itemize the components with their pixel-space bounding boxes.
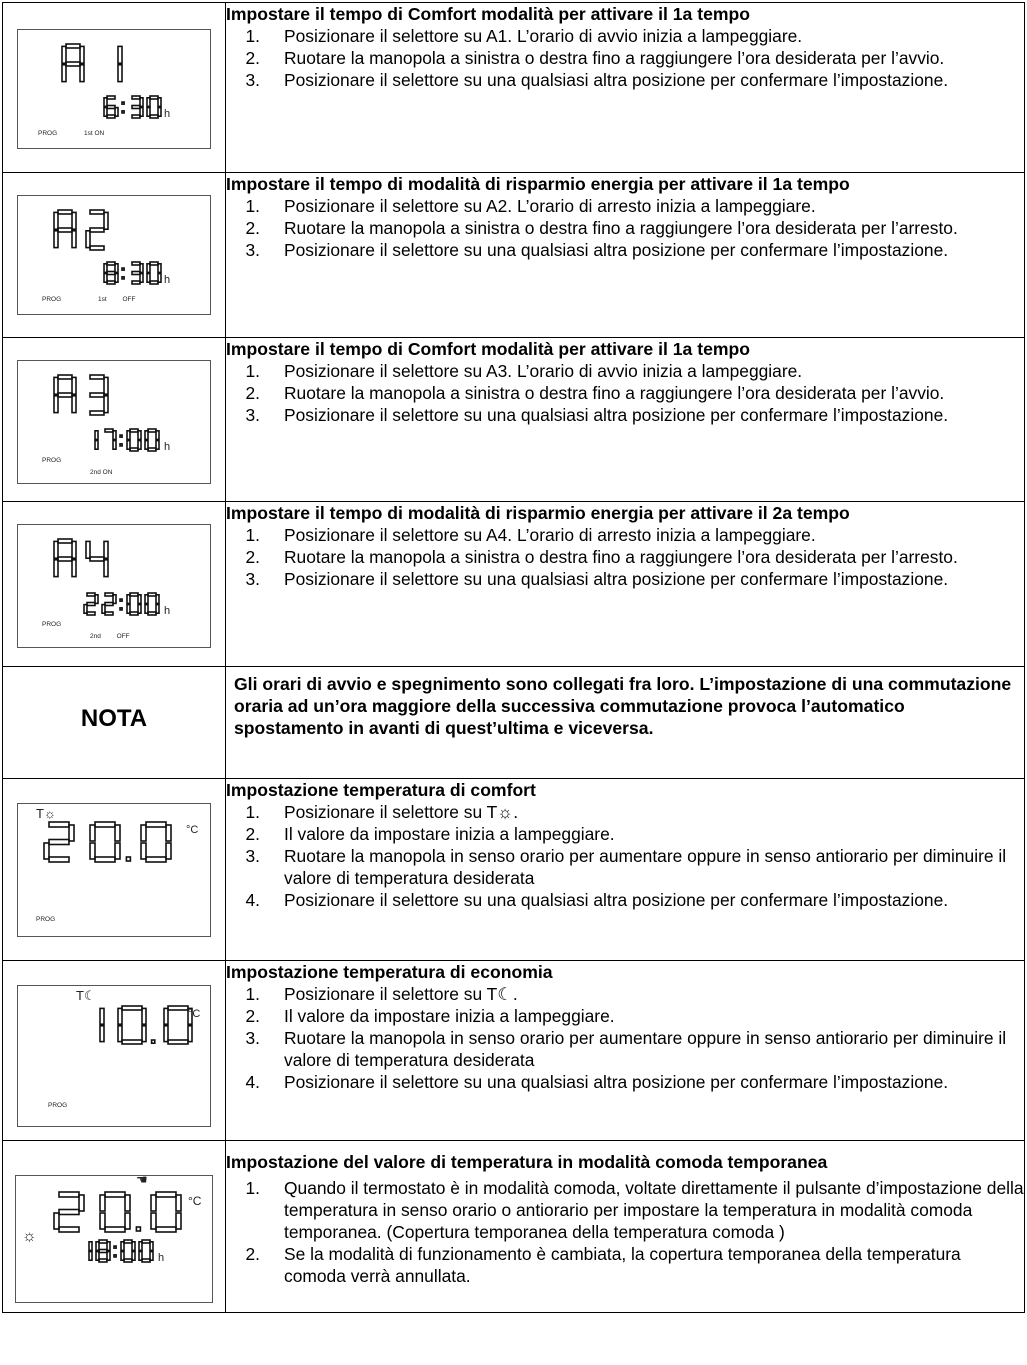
step-item (226, 845, 1024, 889)
step-item (226, 382, 1024, 404)
lcd-status-label: 1st OFF (98, 296, 136, 303)
lcd-segment (95, 431, 98, 440)
note-title: NOTA (80, 705, 148, 732)
lcd-digit (100, 1008, 104, 1041)
lcd-segment (132, 262, 140, 265)
lcd-segment (148, 448, 156, 451)
lcd-prog-label: PROG (36, 916, 56, 923)
lcd-segment (120, 599, 122, 601)
lcd-segment (113, 431, 116, 440)
lcd-display (17, 803, 211, 937)
lcd-digit (141, 822, 171, 862)
lcd-unit: h (164, 108, 171, 120)
lcd-segment (130, 612, 138, 615)
lcd-unit: °C (186, 824, 199, 836)
lcd-segment (150, 262, 158, 265)
display-cell (3, 1141, 226, 1313)
lcd-segment (69, 825, 74, 841)
lcd-segment (99, 1250, 107, 1253)
step-text: Ruotare la manopola a sinistra o destra fino a raggiungere l’ora desiderata per l’arresto. (284, 218, 958, 238)
step-text: Ruotare la manopola a sinistra o destra fino a raggiungere l’ora desiderata per l’avvio. (284, 383, 945, 403)
lcd-segment (146, 857, 166, 862)
lcd-digit (132, 262, 143, 284)
step-number: 3. (245, 240, 260, 260)
lcd-segment (99, 1240, 107, 1243)
lcd-segment (142, 1240, 150, 1243)
lcd-segment (95, 822, 115, 827)
lcd-segment (132, 1242, 135, 1251)
lcd-display (17, 195, 211, 315)
instruction-cell (226, 961, 1025, 1141)
step-item (226, 239, 1024, 261)
display-cell (3, 779, 226, 961)
step-item (226, 217, 1024, 239)
lcd-segment (166, 825, 171, 841)
lcd-segment (107, 281, 115, 284)
lcd-segment (95, 441, 98, 450)
step-number: 1. (245, 984, 260, 1004)
lcd-status-label: 1st ON (84, 130, 105, 137)
step-text: Ruotare la manopola in senso orario per aumentare oppure in senso antiorario per diminuire il valore di temperatura desiderata (284, 1028, 1007, 1070)
lcd-segment (87, 603, 95, 606)
lcd-display (15, 1172, 213, 1303)
lcd-segment (145, 605, 148, 614)
lcd-segment (49, 822, 69, 827)
section-title: Impostazione temperatura di economia (226, 962, 553, 982)
table-row (3, 961, 1025, 1141)
lcd-digit (105, 429, 116, 449)
step-text: Posizionare il selettore su T☾. (284, 984, 518, 1004)
lcd-segment (107, 272, 115, 275)
step-text: Posizionare il selettore su una qualsiasi altra posizione per confermare l’impostazione. (284, 240, 949, 260)
lcd-segment (130, 593, 138, 596)
table-row (3, 173, 1025, 338)
lcd-segment (120, 444, 122, 446)
lcd-segment (124, 1240, 132, 1243)
lcd-prog-label: PROG (42, 457, 62, 464)
instruction-cell (226, 1141, 1025, 1313)
step-number: 3. (245, 70, 260, 90)
lcd-status-label: 2nd ON (90, 469, 113, 476)
lcd-segment (139, 1252, 142, 1261)
step-number: 2. (245, 824, 260, 844)
lcd-segment (150, 96, 158, 99)
lcd-segment (138, 595, 141, 604)
lcd-mode-icon: ☼ (22, 1228, 37, 1245)
lcd-segment (49, 857, 69, 862)
lcd-digit (145, 593, 159, 615)
lcd-segment (105, 593, 113, 596)
lcd-segment (146, 822, 166, 827)
lcd-segment (122, 1006, 142, 1010)
lcd-segment (127, 441, 130, 450)
lcd-digit (147, 262, 161, 284)
lcd-time-digits (18, 361, 210, 483)
lcd-segment (142, 1259, 150, 1262)
section-title: Impostare il tempo di modalità di risparmio energia per attivare il 1a tempo (226, 174, 850, 194)
lcd-segment (105, 603, 113, 606)
lcd-display (17, 360, 211, 484)
step-text: Posizionare il selettore su A1. L’orario di avvio inizia a lampeggiare. (284, 26, 803, 46)
lcd-digit (118, 1006, 146, 1044)
step-item (226, 69, 1024, 91)
lcd-segment (95, 857, 115, 862)
lcd-segment (122, 268, 124, 270)
lcd-segment (147, 264, 150, 273)
lcd-segment (124, 1259, 132, 1262)
table-row (3, 3, 1025, 173)
note-label-cell (3, 667, 226, 779)
step-text: Posizionare il selettore su una qualsiasi altra posizione per confermare l’impostazione. (284, 1072, 949, 1092)
lcd-segment (87, 593, 95, 596)
note-cell (226, 667, 1025, 779)
step-number: 1. (245, 1178, 260, 1198)
step-text: Ruotare la manopola a sinistra o destra fino a raggiungere l’ora desiderata per l’avvio. (284, 48, 945, 68)
step-text: Posizionare il selettore su A2. L’orario di arresto inizia a lampeggiare. (284, 196, 816, 216)
step-text: Posizionare il selettore su A4. L’orario di arresto inizia a lampeggiare. (284, 525, 816, 545)
step-item (226, 524, 1024, 546)
lcd-segment (158, 98, 161, 107)
step-number: 2. (245, 383, 260, 403)
instruction-cell (226, 779, 1025, 961)
step-text: Ruotare la manopola a sinistra o destra fino a raggiungere l’ora desiderata per l’arresto. (284, 547, 958, 567)
note-text: Gli orari di avvio e spegnimento sono collegati fra loro. L’impostazione di una commutazione oraria ad un’ora maggiore della successiva commutazione provoca l’automatico spostamento in avanti di quest’ultima e viceversa. (234, 674, 1012, 738)
lcd-prog-label: PROG (42, 621, 62, 628)
lcd-digit (127, 429, 141, 451)
lcd-segment (168, 1040, 188, 1044)
lcd-digit (127, 593, 141, 615)
table-row (3, 779, 1025, 961)
lcd-segment (152, 1040, 155, 1043)
lcd-segment (121, 1242, 124, 1251)
section-title: Impostazione temperatura di comfort (226, 780, 536, 800)
lcd-segment (115, 825, 120, 841)
lcd-segment (147, 98, 150, 107)
lcd-segment (132, 272, 140, 275)
lcd-segment (107, 106, 115, 109)
step-number: 1. (245, 525, 260, 545)
lcd-segment (105, 429, 113, 432)
hand-icon: ☚ (136, 1172, 148, 1187)
lcd-segment (121, 1252, 124, 1261)
lcd-prog-label: PROG (42, 296, 62, 303)
lcd-segment (127, 431, 130, 440)
step-item (226, 568, 1024, 590)
lcd-segment (89, 1252, 92, 1261)
step-text: Posizionare il selettore su una qualsiasi altra posizione per confermare l’impostazione. (284, 70, 949, 90)
display-cell (3, 3, 226, 173)
lcd-mode-icon: T☾ (76, 988, 96, 1003)
lcd-segment (164, 1008, 168, 1024)
lcd-segment (44, 843, 49, 859)
lcd-segment (147, 108, 150, 117)
step-text: Ruotare la manopola in senso orario per aumentare oppure in senso antiorario per diminuire il valore di temperatura desiderata (284, 846, 1007, 888)
lcd-prog-label: PROG (48, 1102, 68, 1109)
lcd-digit (121, 1240, 135, 1262)
step-item (226, 25, 1024, 47)
lcd-digit (104, 96, 118, 118)
lcd-digit (104, 262, 118, 284)
lcd-segment (145, 441, 148, 450)
lcd-segment (148, 612, 156, 615)
lcd-segment (107, 262, 115, 265)
lcd-digit (102, 593, 116, 615)
step-text: Quando il termostato è in modalità comoda, voltate direttamente il pulsante d’impostazione della temperatura in senso orario o antiorario per impostare la temperatura in modalità comoda temporanea. (Copertura temporanea della temperatura comoda ) (284, 1178, 1024, 1242)
lcd-segment (132, 106, 140, 109)
lcd-segment (118, 1026, 122, 1042)
step-number: 2. (245, 218, 260, 238)
step-number: 3. (245, 569, 260, 589)
lcd-time-digits (16, 1176, 212, 1302)
step-text: Posizionare il selettore su T☼. (284, 802, 519, 822)
step-text: Posizionare il selettore su una qualsiasi altra posizione per confermare l’impostazione. (284, 569, 949, 589)
lcd-segment (105, 612, 113, 615)
step-item (226, 889, 1024, 911)
lcd-segment (164, 1026, 168, 1042)
lcd-digit (139, 1240, 153, 1262)
step-text: Se la modalità di funzionamento è cambiata, la copertura temporanea della temperatura comoda verrà annullata. (284, 1244, 961, 1286)
lcd-segment (156, 431, 159, 440)
step-item (226, 404, 1024, 426)
lcd-segment (114, 1246, 116, 1248)
step-number: 2. (245, 1244, 260, 1264)
lcd-segment (113, 441, 116, 450)
lcd-digit (90, 822, 120, 862)
lcd-segment (100, 1008, 104, 1024)
lcd-segment (148, 429, 156, 432)
lcd-segment (145, 431, 148, 440)
lcd-unit: °C (188, 1008, 201, 1020)
instruction-cell (226, 3, 1025, 173)
section-title: Impostare il tempo di modalità di risparmio energia per attivare il 2a tempo (226, 503, 850, 523)
lcd-status-label: 2nd OFF (90, 633, 130, 640)
lcd-unit: °C (188, 1194, 202, 1208)
lcd-unit: h (164, 274, 171, 286)
lcd-segment (148, 593, 156, 596)
lcd-segment (130, 429, 138, 432)
lcd-segment (122, 102, 124, 104)
lcd-segment (127, 605, 130, 614)
section-title: Impostare il tempo di Comfort modalità per attivare il 1a tempo (226, 4, 751, 24)
lcd-segment (90, 825, 95, 841)
lcd-display (17, 29, 211, 149)
lcd-segment (150, 115, 158, 118)
step-text: Posizionare il selettore su una qualsiasi altra posizione per confermare l’impostazione. (284, 405, 949, 425)
lcd-digit (95, 431, 98, 449)
lcd-digit (44, 822, 74, 862)
lcd-digit (96, 1240, 110, 1262)
lcd-segment (141, 825, 146, 841)
lcd-segment (156, 595, 159, 604)
step-item (226, 1071, 1024, 1093)
lcd-segment (130, 448, 138, 451)
lcd-segment (107, 96, 115, 99)
step-number: 2. (245, 48, 260, 68)
lcd-segment (138, 431, 141, 440)
lcd-digit (84, 593, 98, 615)
lcd-digit (147, 96, 161, 118)
table-row (3, 667, 1025, 779)
lcd-segment (100, 1026, 104, 1042)
display-cell (3, 502, 226, 667)
lcd-segment (122, 1040, 142, 1044)
lcd-segment (122, 111, 124, 113)
lcd-digit (145, 429, 159, 451)
step-item (226, 801, 1024, 823)
step-item (226, 823, 1024, 845)
lcd-segment (139, 1242, 142, 1251)
section-title: Impostazione del valore di temperatura in modalità comoda temporanea (226, 1152, 828, 1172)
step-text: Il valore da impostare inizia a lampeggiare. (284, 1006, 615, 1026)
lcd-segment (147, 274, 150, 283)
lcd-segment (99, 1259, 107, 1262)
step-item (226, 1243, 1024, 1287)
lcd-segment (118, 1008, 122, 1024)
lcd-segment (150, 281, 158, 284)
step-number: 1. (245, 361, 260, 381)
lcd-segment (87, 612, 95, 615)
step-item (226, 546, 1024, 568)
step-number: 4. (245, 890, 260, 910)
instruction-cell (226, 338, 1025, 502)
step-number: 2. (245, 1006, 260, 1026)
step-number: 1. (245, 802, 260, 822)
lcd-display (17, 524, 211, 648)
step-number: 2. (245, 547, 260, 567)
table-row (3, 338, 1025, 502)
lcd-segment (120, 608, 122, 610)
lcd-segment (150, 1242, 153, 1251)
lcd-segment (89, 1242, 92, 1251)
lcd-display (17, 985, 211, 1127)
step-number: 3. (245, 1028, 260, 1048)
lcd-digit (132, 96, 143, 118)
step-item (226, 47, 1024, 69)
lcd-segment (90, 843, 95, 859)
lcd-segment (132, 96, 140, 99)
step-number: 1. (245, 26, 260, 46)
lcd-segment (126, 857, 130, 861)
lcd-segment (122, 277, 124, 279)
display-cell (3, 173, 226, 338)
lcd-time-unit: h (158, 1252, 165, 1264)
lcd-segment (127, 595, 130, 604)
step-number: 3. (245, 405, 260, 425)
step-item (226, 1005, 1024, 1027)
instruction-cell (226, 173, 1025, 338)
section-title: Impostare il tempo di Comfort modalità per attivare il 1a tempo (226, 339, 751, 359)
instruction-table (2, 2, 1025, 1313)
lcd-segment (158, 264, 161, 273)
lcd-segment (145, 595, 148, 604)
lcd-mode-icon: T☼ (36, 806, 56, 821)
lcd-temp-digits (18, 986, 210, 1126)
display-cell (3, 338, 226, 502)
instruction-cell (226, 502, 1025, 667)
lcd-segment (120, 435, 122, 437)
step-number: 3. (245, 846, 260, 866)
step-text: Posizionare il selettore su A3. L’orario di avvio inizia a lampeggiare. (284, 361, 803, 381)
step-item (226, 1177, 1024, 1243)
lcd-segment (49, 840, 69, 845)
lcd-segment (107, 115, 115, 118)
step-number: 1. (245, 196, 260, 216)
step-text: Posizionare il selettore su una qualsiasi altra posizione per confermare l’impostazione. (284, 890, 949, 910)
lcd-unit: h (164, 605, 171, 617)
lcd-segment (142, 1008, 146, 1024)
table-row (3, 502, 1025, 667)
table-row (3, 1141, 1025, 1313)
lcd-segment (114, 1255, 116, 1257)
step-number: 4. (245, 1072, 260, 1092)
lcd-segment (132, 115, 140, 118)
lcd-unit: h (164, 441, 171, 453)
lcd-time-digits (18, 525, 210, 647)
lcd-segment (132, 281, 140, 284)
lcd-digit (89, 1242, 92, 1260)
display-cell (3, 961, 226, 1141)
lcd-segment (141, 843, 146, 859)
lcd-segment (168, 1006, 188, 1010)
step-item (226, 195, 1024, 217)
step-item (226, 360, 1024, 382)
step-item (226, 1027, 1024, 1071)
step-item (226, 983, 1024, 1005)
step-text: Il valore da impostare inizia a lampeggiare. (284, 824, 615, 844)
lcd-prog-label: PROG (38, 130, 58, 137)
